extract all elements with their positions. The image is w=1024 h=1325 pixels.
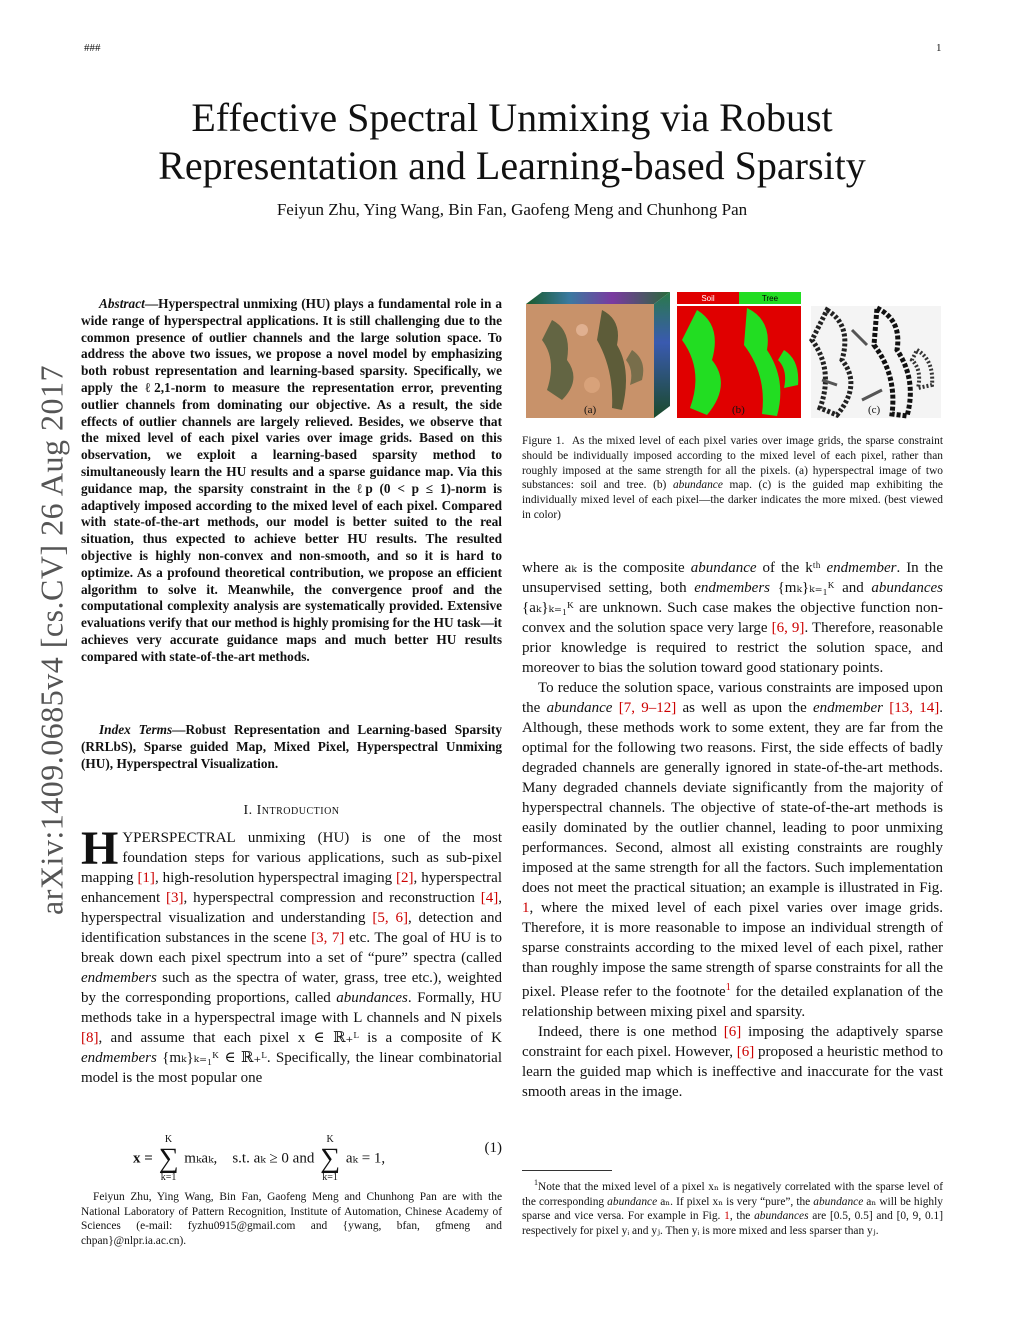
sum-lower: k=1 (160, 1172, 177, 1183)
text-span: {mₖ}ₖ₌₁ᴷ ∈ ℝ₊ᴸ. Specifically, the linear combinatorial model is the most popular one (81, 1050, 502, 1086)
italic-term: endmember (826, 560, 897, 576)
text-span: aₙ. If pixel xₙ is very “pure”, the (657, 1195, 814, 1208)
dropcap: H (81, 822, 119, 875)
citation-link[interactable]: [3] (166, 890, 184, 906)
text-span: imposing the adaptively sparse constraint for each pixel. However, (522, 1024, 943, 1060)
citation-link[interactable]: [8] (81, 1030, 99, 1046)
paper-authors: Feiyun Zhu, Ying Wang, Bin Fan, Gaofeng Meng and Chunhong Pan (276, 200, 748, 219)
author-affiliation: Feiyun Zhu, Ying Wang, Bin Fan, Gaofeng Meng and Chunhong Pan are with the National Laboratory of Pattern Recognition, Institute of Automation, Chinese Academy of Sciences (e-mail: fyzhu0915@gmail.com and {ywang, bfan, gfmeng and chpan}@nlpr.ia.ac.cn). (81, 1191, 502, 1247)
text-span: for the detailed explanation of the relationship between mixing pixel and sparsity. (522, 984, 943, 1020)
text-span: proposed a heuristic method to learn the guided map which is ineffective and inaccurate for the vast smooth areas in the image. (522, 1044, 943, 1100)
text-span: , high-resolution hyperspectral imaging (154, 870, 397, 886)
citation-link[interactable]: [7, 9–12] (618, 700, 677, 716)
text-span: Note that the mixed level of a pixel xₙ is negatively correlated with the sparse level of the corresponding (522, 1180, 943, 1208)
text-span: where aₖ is the composite (522, 560, 691, 576)
italic-term: endmembers (694, 580, 771, 596)
eq-constraint: s.t. aₖ ≥ 0 and (232, 1150, 315, 1167)
figure-1 (522, 290, 943, 420)
citation-link[interactable]: [1] (137, 870, 155, 886)
legend-soil: Soil (701, 294, 715, 303)
figure-1-graphic (522, 290, 943, 420)
equation-1 (81, 1122, 502, 1183)
sum-lower: k=1 (322, 1172, 338, 1183)
hyperspectral-cube-image (526, 292, 670, 418)
sum-symbol: ∑ (158, 1143, 179, 1174)
footnote-mark: 1 (534, 1178, 538, 1187)
italic-term: abundance (813, 1195, 864, 1208)
section-title: Introduction (256, 803, 340, 818)
footnote (522, 1176, 943, 1239)
citation-link[interactable]: [6, 9] (771, 620, 805, 636)
text-span: etc. The goal of HU is to break down each pixel spectrum into a set of “pure” spectra (called (81, 930, 502, 966)
sum-upper: K (164, 1134, 173, 1145)
text-span: Indeed, there is one method (538, 1024, 724, 1040)
section-heading (81, 803, 502, 819)
subfig-label-b: (b) (732, 404, 745, 416)
eq-lhs: x = (133, 1150, 153, 1167)
abstract-text: —Hyperspectral unmixing (HU) plays a fundamental role in a wide range of hyperspectral applications. It is still challenging due to the common presence of outlier channels and the large solution space. To address the above two issues, we propose a novel model by emphasizing both robust representation and learning-based sparsity. Specifically, we apply the ℓ2,1-norm to measure the representation error, preventing outlier channels from dominating our objective. As a result, the side effects of outlier channels are largely relieved. Besides, we observe that the mixed level of each pixel varies over image grids. Based on this observation, we exploit a learning-based sparsity method to simultaneously learn the HU results and a sparse guidance map. Via this guidance map, the sparsity constraint in the ℓp (0 < p ≤ 1)-norm is adaptively imposed according to the mixed level of each pixel. Compared with state-of-the-art methods, our model is better suited to the real situation, thus expected to achieve better HU results. The resulted objective is highly non-convex and non-smooth, and so it is hard to optimize. As a profound theoretical contribution, we propose an efficient algorithm to solve it. Meanwhile, the convergence proof and the computational complexity analysis are systematically provided. Extensive evaluations verify that our method is highly promising for the HU task—it achieves very accurate guidance maps and much better HU results compared with state-of-the-art methods. (81, 296, 502, 664)
italic-term: abundances (336, 990, 408, 1006)
citation-link[interactable]: [13, 14] (889, 700, 940, 716)
footnote-divider (522, 1170, 612, 1171)
italic-term: abundance (546, 700, 613, 716)
subfig-label-a: (a) (584, 404, 597, 416)
index-terms (81, 722, 502, 772)
text-span: , hyperspectral visualization and understanding (81, 890, 503, 926)
subfig-label-c: (c) (868, 404, 881, 416)
figure-link[interactable]: 1 (724, 1210, 730, 1223)
eq-term1: mₖaₖ, (184, 1150, 218, 1167)
citation-link[interactable]: [6] (736, 1044, 755, 1060)
italic-term: abundances (754, 1210, 809, 1223)
italic-term: endmembers (81, 970, 157, 986)
italic-term: abundances (871, 580, 943, 596)
page-number: 1 (936, 42, 942, 54)
abundance-map-image (677, 292, 801, 418)
text-span: . In the unsupervised setting, both (522, 560, 943, 596)
index-terms-text: —Robust Representation and Learning-based Sparsity (RRLbS), Sparse guided Map, Mixed Pixel, Hyperspectral Unmixing (HU), Hyperspectral Visualization. (81, 722, 502, 771)
text-span: such as the spectra of water, grass, tree etc.), weighted by the corresponding proportions, called (81, 970, 502, 1006)
citation-link[interactable]: [3, 7] (311, 930, 345, 946)
paragraph (522, 678, 943, 1022)
section-number: I. (243, 803, 253, 818)
right-column-body (522, 558, 943, 1102)
text-span: . Although, these methods work to some extent, they are far from the optimal for the following two reasons. First, the side effects of badly degraded channels are generally ignored in state-of-the-art methods. Many degraded channels deviate significantly from the majority of hyperspectral channels. The objective of state-of-the-art methods is easily dominated by the outlier channel, leading to poor unmixing performances. Second, almost all existing constraints are roughly imposed at the same strength for all the factors. Such implementation does not meet the practical situation; an example is illustrated in Fig. (522, 700, 944, 896)
arxiv-stamp: arXiv:1409.0685v4 [cs.CV] 26 Aug 2017 (33, 364, 70, 916)
text-span: are [0.5, 0.5] and [0, 9, 0.1] respectively for pixel yᵢ and yⱼ. Then yᵢ is more mixed and less sparser than yⱼ. (522, 1210, 943, 1238)
paragraph (522, 1022, 943, 1102)
figure-1-caption (522, 434, 943, 523)
abstract (81, 296, 502, 666)
italic-term: endmember (813, 700, 883, 716)
eq-term2: aₖ = 1, (345, 1150, 386, 1167)
italic-term: abundance (690, 560, 757, 576)
text-span: aₙ will be highly sparse and vice versa. For example in Fig. (522, 1195, 943, 1223)
paragraph (522, 558, 943, 678)
sum-symbol: ∑ (320, 1143, 341, 1174)
equation-number: (1) (484, 1140, 502, 1156)
citation-link[interactable]: [6] (723, 1024, 742, 1040)
legend-tree: Tree (761, 294, 779, 303)
citation-link[interactable]: [4] (480, 890, 499, 906)
abstract-label: Abstract (99, 296, 145, 311)
text-span: {mₖ}ₖ₌₁ᴷ and (770, 580, 872, 596)
italic-term: abundance (672, 479, 723, 492)
caption-prefix: Figure 1. (522, 435, 565, 447)
guided-map-image (811, 306, 941, 418)
citation-link[interactable]: [2] (396, 870, 414, 886)
text-span: , and assume that each pixel x ∈ ℝ₊ᴸ is a composite of K (98, 1030, 502, 1046)
text-span: as well as upon the (676, 700, 813, 716)
paper-title: Effective Spectral Unmixing via Robust Representation and Learning-based Sparsity (158, 95, 866, 188)
text-span: As the mixed level of each pixel varies over image grids, the sparse constraint should be individually imposed according to the mixed level of each pixel, rather than roughly imposed at the same strength for all the pixels. (a) hyperspectral image of two substances: soil and tree. (b) (522, 435, 943, 492)
sum-operator (159, 1134, 179, 1184)
intro-paragraph (81, 822, 503, 1088)
running-header: ### (84, 42, 101, 54)
footnote-link[interactable]: 1 (725, 982, 731, 993)
text-span: , the (729, 1210, 755, 1223)
text-span: of the kᵗʰ (756, 560, 827, 576)
sum-upper: K (326, 1134, 334, 1145)
text-span: To reduce the solution space, various constraints are imposed upon the (522, 680, 943, 716)
text-span: {aₖ}ₖ₌₁ᴷ are unknown. Such case makes the objective function non-convex and the solution space very large (522, 600, 943, 636)
text-span: , detection and identification substances in the scene (81, 910, 502, 946)
italic-term: abundance (607, 1195, 658, 1208)
text-span: map. (c) is the guided map exhibiting the individually mixed level of each pixel—the darker indicates the more mixed. (best viewed in color) (522, 479, 943, 521)
italic-term: endmembers (81, 1050, 157, 1066)
citation-link[interactable]: [5, 6] (372, 910, 408, 926)
sum-operator (320, 1134, 340, 1184)
first-word: YPERSPECTRAL (122, 830, 236, 846)
text-span: , where the mixed level of each pixel varies over image grids. Therefore, it is more reasonable to impose an individual strength of sparse constraints according to the mixed level of each pixel, rather than roughly impose the same strength of sparse constraints for all the pixel. Please refer to the footnote (522, 900, 943, 1000)
index-terms-label: Index Terms (99, 722, 173, 737)
text-span: . Formally, HU methods take in a hyperspectral image with L channels and N pixels (81, 990, 502, 1026)
figure-link[interactable]: 1 (522, 900, 530, 916)
text-span: unmixing (HU) is one of the most foundation steps for various applications, such as sub-pixel mapping (81, 830, 502, 886)
text-span: , hyperspectral compression and reconstruction (183, 890, 481, 906)
text-span: , hyperspectral enhancement (81, 870, 503, 906)
text-span: . Therefore, reasonable prior knowledge is required to restrict the solution space, and moreover to bias the solution toward good stationary points. (522, 620, 944, 676)
